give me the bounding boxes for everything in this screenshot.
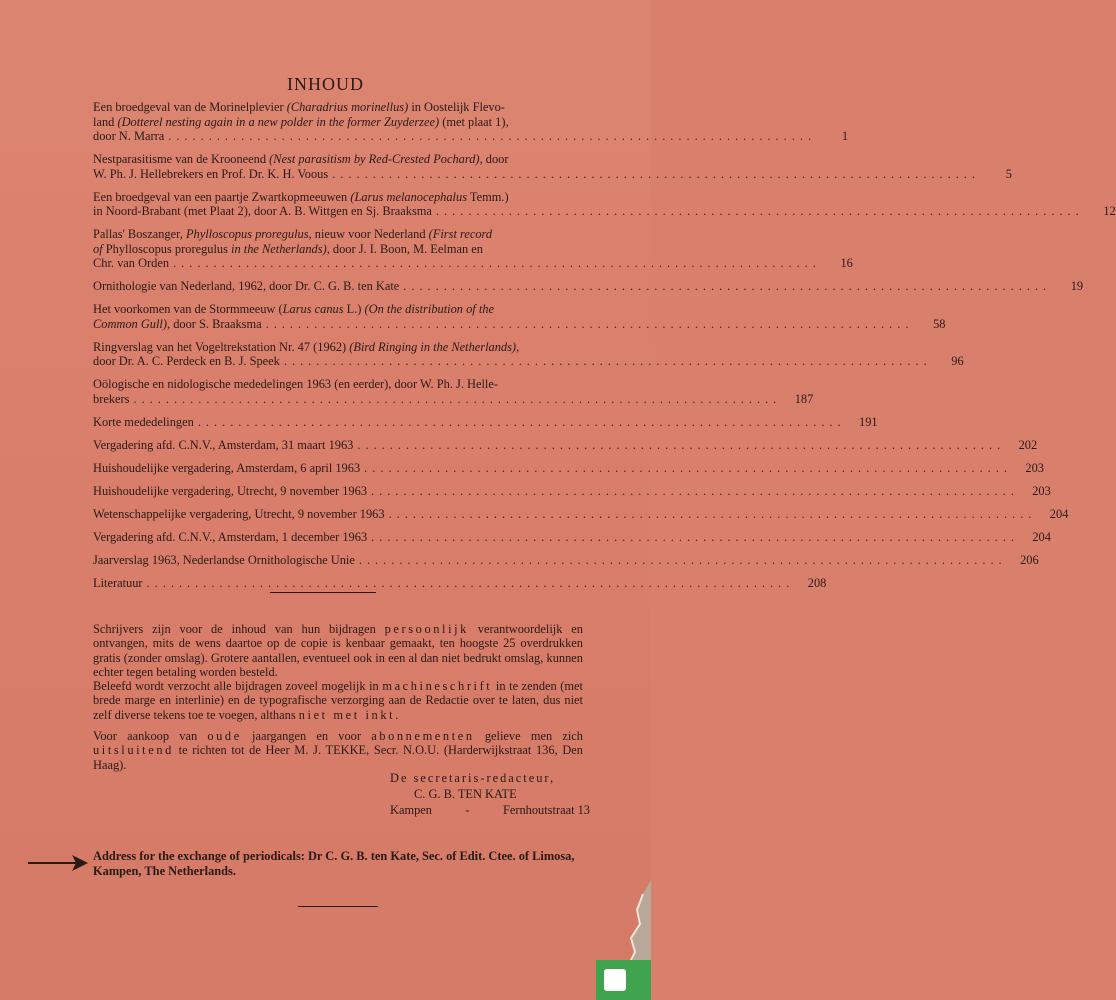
toc-entry-line: Literatuur [93, 575, 143, 590]
toc-page-number: 19 [1070, 279, 1084, 293]
notes-paragraph-typescript: Beleefd wordt verzocht alle bijdragen zoveel mogelijk in machineschrift in te zenden (met brede marge en interlinie) en de typografische verzorging aan de Redactie over te laten, dus niet zelf diverse tekens toe te voegen, althans niet met inkt. [93, 679, 583, 722]
toc-entry-line: door N. Marra [93, 129, 165, 143]
toc-entry-line: Ornithologie van Nederland, 1962, door Dr. C. G. B. ten Kate [93, 279, 400, 293]
toc-page-number: 204 [1049, 506, 1069, 521]
toc-entry [93, 437, 1038, 453]
signature-city: Kampen [390, 803, 432, 817]
toc-page-number: 204 [1032, 529, 1051, 544]
toc-leader: ................................................................................ [358, 552, 1007, 567]
toc-entry-line: Jaarverslag 1963, Nederlandse Ornithologische Unie [93, 552, 355, 567]
toc-entry-line: door Dr. A. C. Perdeck en B. J. Speek [93, 354, 280, 368]
toc-entry [93, 227, 853, 271]
toc-page-number: 12 [1103, 204, 1116, 218]
toc-entry-line: Chr. van Orden [93, 256, 170, 270]
toc-entry-line: Huishoudelijke vergadering, Utrecht, 9 november 1963 [93, 483, 368, 498]
arrow-right-icon [28, 852, 90, 874]
exchange-address: Address for the exchange of periodicals: Dr C. G. B. ten Kate, Sec. of Edit. Ctee. of Limosa, Kampen, The Netherlands. [93, 849, 575, 878]
toc-entry-line: brekers [93, 391, 130, 406]
toc-leader: ................................................................................ [357, 437, 1006, 452]
toc-entry [93, 460, 1044, 476]
toc-entry-line: Wetenschappelijke vergadering, Utrecht, 9 november 1963 [93, 506, 385, 521]
toc-entry [93, 279, 1084, 294]
toc-entry [93, 529, 1051, 545]
notes-paragraph-authors: Schrijvers zijn voor de inhoud van hun bijdragen persoonlijk verantwoordelijk en ontvangen, mits de wens daartoe op de copie is kenbaar gemaakt, ten hoogste 25 overdrukken gratis (zonder omslag). Grotere aantallen, eventueel ook in een al dan niet bedrukt omslag, kunnen echter tegen betaling worden besteld. [93, 622, 583, 679]
toc-page-number: 202 [1018, 437, 1038, 452]
toc-entry-line: Oölogische en nidologische mededelingen 1963 (en eerder), door W. Ph. J. Helle- [93, 377, 498, 391]
toc-leader: ................................................................................ [168, 129, 817, 143]
toc-leader: ................................................................................ [265, 316, 914, 331]
toc-page-number: 203 [1032, 483, 1051, 498]
signature-address [390, 802, 590, 818]
toc-leader: ................................................................................ [173, 256, 821, 270]
toc-page-number: 1 [841, 129, 849, 143]
toc-leader: ................................................................................ [133, 391, 782, 406]
toc-page-number: 187 [794, 391, 814, 406]
toc-leader: ................................................................................ [371, 529, 1019, 544]
bottom-divider [298, 906, 378, 907]
toc-entry [93, 552, 1039, 568]
toc-leader: ................................................................................ [435, 204, 1084, 218]
page-title: INHOUD [287, 74, 364, 94]
notes-paragraph-subscriptions: Voor aankoop van oude jaargangen en voor abonnementen gelieve men zich uitsluitend te richten tot de Heer M. J. TEKKE, Secr. N.O.U. (Harderwijkstraat 136, Den Haag). [93, 729, 583, 772]
toc-leader: ................................................................................ [197, 414, 846, 429]
toc-entry-line: of Phylloscopus proregulus in the Netherlands), door J. I. Boon, M. Eelman en [93, 241, 483, 256]
toc-page-number: 96 [951, 354, 964, 368]
toc-entry [93, 414, 878, 430]
toc-entry-line: Vergadering afd. C.N.V., Amsterdam, 1 december 1963 [93, 529, 368, 544]
toc-entry [93, 189, 1116, 219]
toc-page-number: 208 [807, 575, 827, 590]
logo [596, 960, 651, 1000]
toc-entry-line: Het voorkomen van de Stormmeeuw (Larus canus L.) (On the distribution of the [93, 302, 494, 316]
toc-leader: ................................................................................ [371, 483, 1019, 498]
toc-page-number: 206 [1020, 552, 1039, 567]
toc-entry [93, 506, 1069, 522]
signature-role: De secretaris-redacteur, [390, 771, 556, 785]
toc-entry-line: Vergadering afd. C.N.V., Amsterdam, 31 maart 1963 [93, 437, 354, 452]
toc-leader: ................................................................................ [388, 506, 1037, 521]
toc-entry [93, 339, 964, 369]
toc-entry-line: Common Gull), door S. Braaksma [93, 316, 262, 331]
toc-entry-line: W. Ph. J. Hellebrekers en Prof. Dr. K. H. Voous [93, 166, 329, 181]
toc-entry-line: Korte mededelingen [93, 414, 194, 429]
toc-leader: ................................................................................ [146, 575, 795, 590]
toc-entry [93, 575, 827, 591]
toc-page-number: 58 [933, 316, 946, 331]
toc-page-number: 5 [1005, 166, 1012, 181]
toc-entry-line: land (Dotterel nesting again in a new polder in the former Zuyderzee) (met plaat 1), [93, 114, 509, 129]
toc-leader: ................................................................................ [283, 354, 932, 368]
signature-separator: - [465, 803, 470, 817]
toc-entry [93, 377, 814, 406]
table-of-contents [93, 100, 1116, 599]
toc-entry-line: Nestparasitisme van de Krooneend (Nest parasitism by Red-Crested Pochard), door [93, 152, 509, 166]
toc-entry [93, 100, 849, 144]
toc-page-number: 203 [1025, 460, 1044, 475]
toc-entry [93, 152, 1012, 181]
logo-mark-icon [604, 969, 626, 991]
toc-divider [270, 592, 376, 593]
toc-entry [93, 302, 946, 331]
toc-leader: ................................................................................ [332, 166, 980, 181]
toc-leader: ................................................................................ [403, 279, 1052, 293]
toc-leader: ................................................................................ [364, 460, 1012, 475]
signature-street: Fernhoutstraat 13 [502, 803, 590, 817]
toc-entry [93, 483, 1051, 499]
toc-page-number: 191 [859, 414, 878, 429]
signature-name: C. G. B. TEN KATE [414, 787, 517, 801]
toc-entry-line: Ringverslag van het Vogeltrekstation Nr. 47 (1962) (Bird Ringing in the Netherlands), [93, 339, 520, 354]
toc-entry-line: Pallas' Boszanger, Phylloscopus proregulus, nieuw voor Nederland (First record [93, 227, 493, 241]
toc-entry-line: Huishoudelijke vergadering, Amsterdam, 6 april 1963 [93, 460, 361, 475]
author-notes [93, 622, 583, 772]
toc-entry-line: in Noord-Brabant (met Plaat 2), door A. B. Wittgen en Sj. Braaksma [93, 204, 432, 218]
toc-entry-line: Een broedgeval van de Morinelplevier (Charadrius morinellus) in Oostelijk Flevo- [93, 100, 505, 114]
signature-block [390, 770, 590, 818]
toc-entry-line: Een broedgeval van een paartje Zwartkopmeeuwen (Larus melanocephalus Temm.) [93, 189, 509, 204]
toc-page-number: 16 [840, 256, 853, 270]
